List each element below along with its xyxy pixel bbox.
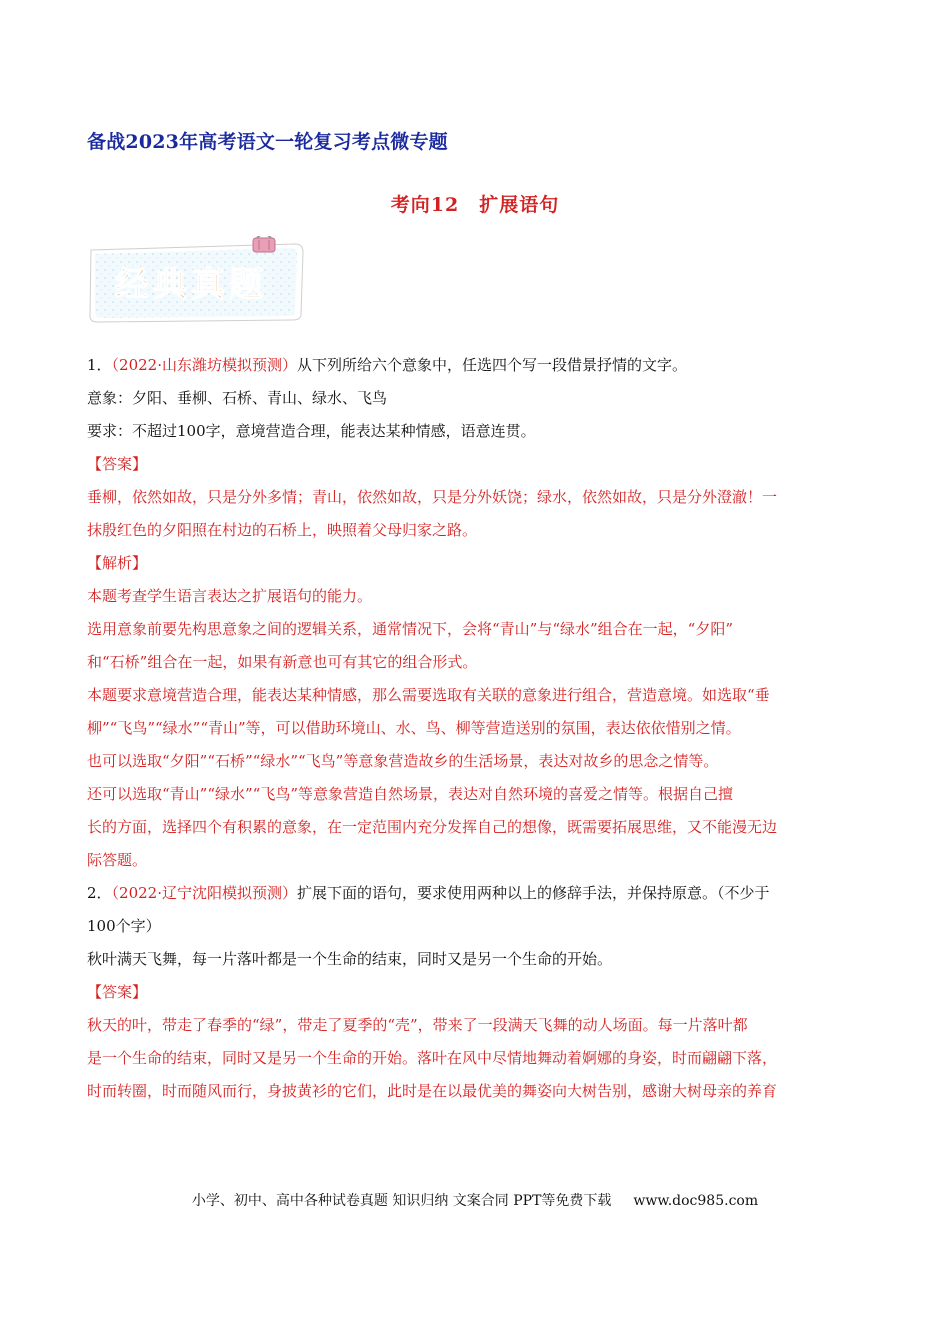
- banner-label: 经典真题: [115, 265, 267, 305]
- q1-prompt-text: 从下列所给六个意象中，任选四个写一段借景抒情的文字。: [297, 356, 688, 374]
- q1-analysis-line: 选用意象前要先构思意象之间的逻辑关系，通常情况下，会将“青山”与“绿水”组合在一起，“夕阳”: [87, 620, 734, 638]
- q1-answer-tag: 【答案】: [87, 455, 148, 473]
- q1-analysis-line: 本题要求意境营造合理，能表达某种情感，那么需要选取有关联的意象进行组合，营造意境。如选取“垂: [87, 686, 770, 704]
- banner-graphic: [87, 236, 309, 324]
- q1-analysis-line: 柳”“飞鸟”“绿水”“青山”等，可以借助环境山、水、鸟、柳等营造送别的氛围，表达依依惜别之情。: [87, 719, 741, 737]
- q2-source: （2022·辽宁沈阳模拟预测）: [111, 884, 297, 902]
- q1-analysis-line: 本题考查学生语言表达之扩展语句的能力。: [87, 587, 373, 605]
- q1-analysis-tag: 【解析】: [87, 554, 148, 572]
- topic-title: 考向12 扩展语句: [390, 194, 560, 216]
- q2-prompt: [87, 877, 867, 910]
- q1-answer-line: 垂柳，依然如故，只是分外多情；青山，依然如故，只是分外妖饶；绿水，依然如故，只是分外澄澈！一: [87, 488, 778, 506]
- page-footer: [0, 1190, 950, 1210]
- q1-analysis-line: 长的方面，选择四个有积累的意象，在一定范围内充分发挥自己的想像，既需要拓展思维，又不能漫无边: [87, 818, 778, 836]
- q2-answer-line: 秋天的叶，带走了春季的“绿”，带走了夏季的“壳”，带来了一段满天飞舞的动人场面。每一片落叶都: [87, 1016, 748, 1034]
- q1-analysis-line: 还可以选取“青山”“绿水”“飞鸟”等意象营造自然场景，表达对自然环境的喜爱之情等。根据自己擅: [87, 785, 734, 803]
- q2-number: 2．: [87, 884, 112, 902]
- footer-url[interactable]: www.doc985.com: [633, 1193, 759, 1209]
- footer-text: 小学、初中、高中各种试卷真题 知识归纳 文案合同 PPT等免费下载: [191, 1193, 612, 1209]
- q2-prompt-cont: 100个字）: [87, 917, 161, 935]
- q1-analysis-line: 和“石桥”组合在一起，如果有新意也可有其它的组合形式。: [87, 653, 478, 671]
- q2-answer-line: 是一个生命的结束，同时又是另一个生命的开始。落叶在风中尽情地舞动着婀娜的身姿，时而翩翩下落，: [87, 1049, 778, 1067]
- q1-images: 意象：夕阳、垂柳、石桥、青山、绿水、飞鸟: [87, 389, 388, 407]
- q1-analysis-line: 际答题。: [87, 851, 148, 869]
- question-content: [87, 349, 867, 1108]
- series-title: 备战2023年高考语文一轮复习考点微专题: [87, 131, 448, 153]
- q1-source: （2022·山东潍坊模拟预测）: [111, 356, 297, 374]
- q2-prompt-text: 扩展下面的语句，要求使用两种以上的修辞手法，并保持原意。（不少于: [297, 884, 770, 902]
- binder-clip-icon: [253, 236, 275, 252]
- q1-number: 1．: [87, 356, 112, 374]
- q2-sentence: 秋叶满天飞舞，每一片落叶都是一个生命的结束，同时又是另一个生命的开始。: [87, 950, 613, 968]
- q1-requirement: 要求：不超过100字，意境营造合理，能表达某种情感，语意连贯。: [87, 422, 536, 440]
- q1-answer-line: 抹殷红色的夕阳照在村边的石桥上，映照着父母归家之路。: [87, 521, 478, 539]
- q2-answer-line: 时而转圈，时而随风而行，身披黄衫的它们，此时是在以最优美的舞姿向大树告别，感谢大树母亲的养育: [87, 1082, 778, 1100]
- q1-analysis-line: 也可以选取“夕阳”“石桥”“绿水”“飞鸟”等意象营造故乡的生活场景，表达对故乡的思念之情等。: [87, 752, 719, 770]
- q1-prompt: [87, 349, 867, 382]
- section-banner: [87, 236, 309, 324]
- q2-answer-tag: 【答案】: [87, 983, 148, 1001]
